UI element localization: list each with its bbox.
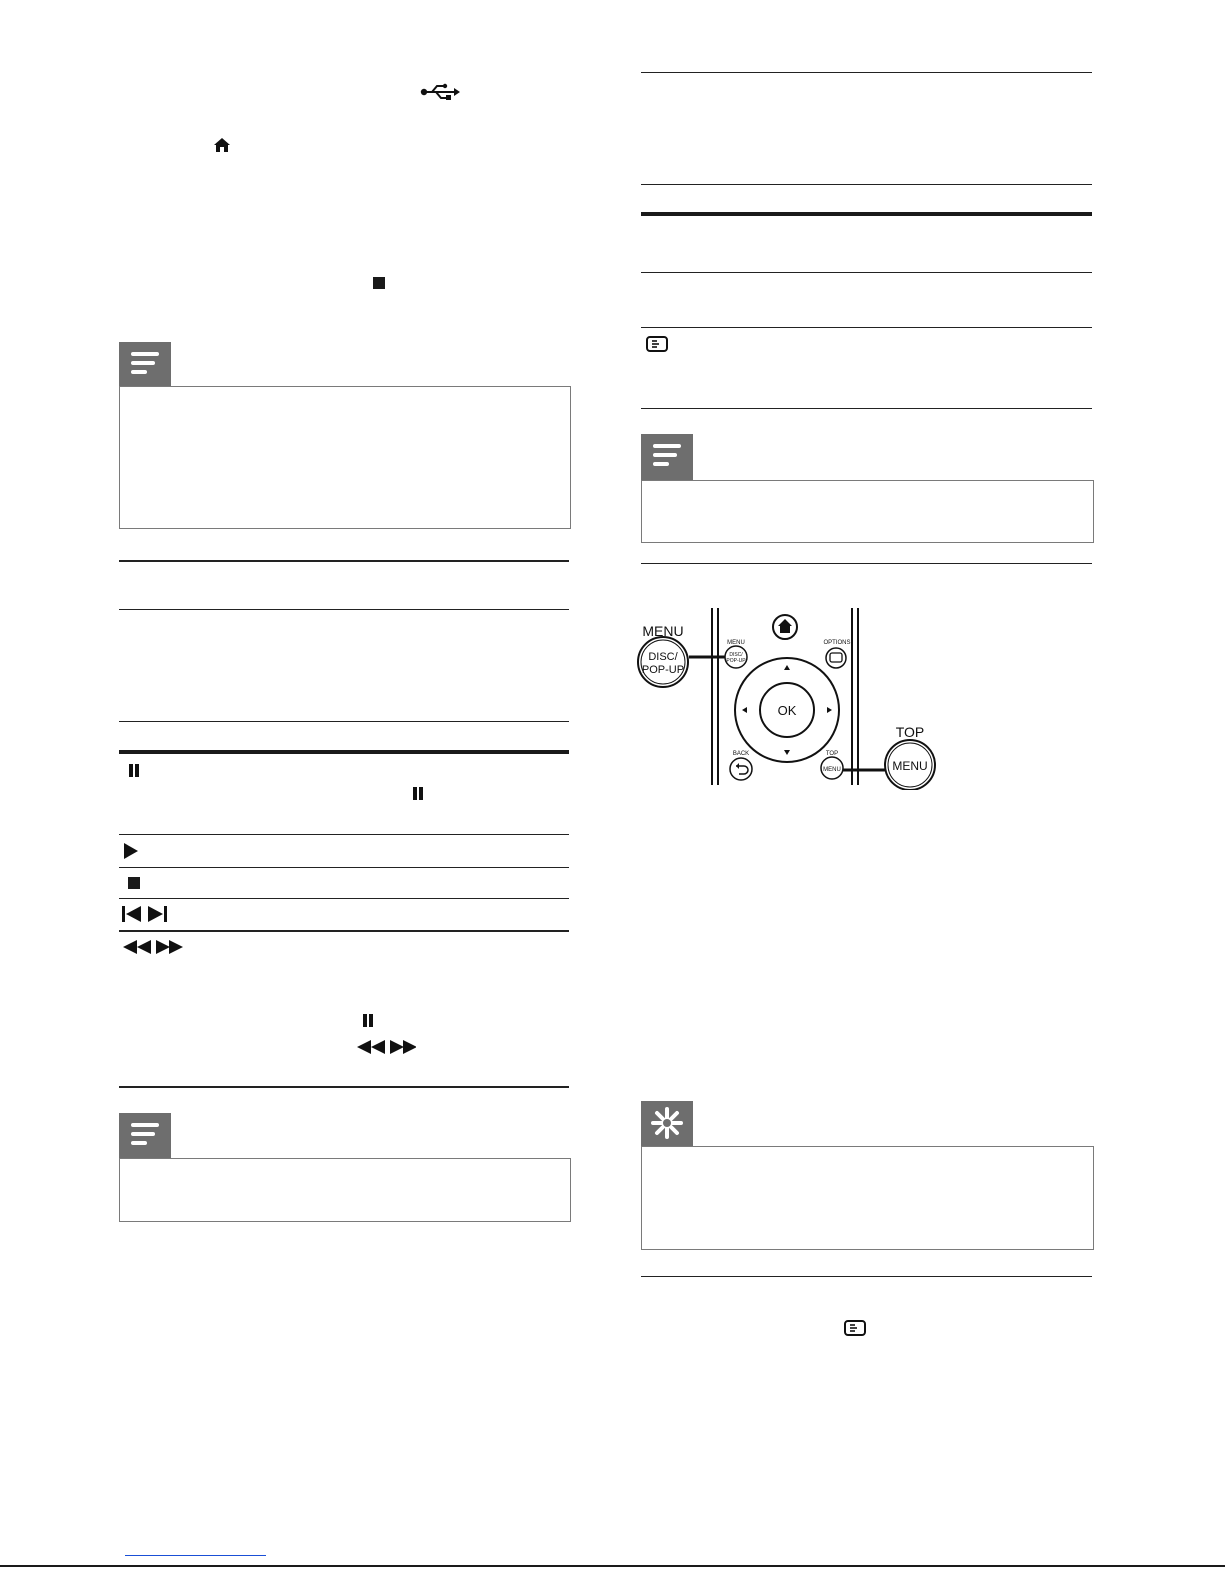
footer-link-underline[interactable] [125,1555,266,1556]
table-rule [119,721,569,722]
small-disc-line2: POP-UP [726,658,746,664]
disc-popup-line2: POP-UP [641,664,685,676]
table-rule [641,408,1092,409]
options-icon [844,1320,866,1336]
table-rule [641,272,1092,273]
options-label: OPTIONS [823,640,851,646]
rewind-fast-forward-icon [356,1040,416,1054]
table-rule [119,560,569,562]
table-rule [119,898,569,899]
menu-callout-label: MENU [642,623,684,639]
top-small-label: TOP [825,751,839,757]
table-rule [641,184,1092,185]
tip-box [641,1146,1094,1250]
note-icon [119,342,171,387]
disc-popup-line1: DISC/ [648,651,678,663]
table-rule [119,834,569,835]
table-rule [641,327,1092,328]
previous-next-icon [122,906,168,922]
note-box [119,386,571,529]
usb-icon [420,82,460,102]
play-icon [123,843,139,859]
table-header-rule [641,212,1092,216]
table-rule [119,609,569,610]
top-menu-big-label: MENU [892,759,928,773]
pause-icon [411,787,425,800]
note-icon [641,434,693,480]
table-rule [119,867,569,868]
pause-icon [361,1014,375,1027]
options-icon [646,336,668,352]
note-box [119,1158,571,1222]
rewind-fast-forward-icon [122,940,184,954]
home-icon [213,137,231,153]
top-small-menu: MENU [823,767,841,773]
small-disc-line1: DISC/ [729,652,743,658]
note-icon [119,1113,171,1159]
top-callout-label: TOP [895,724,925,740]
section-rule [641,1276,1092,1277]
table-rule [641,72,1092,73]
note-box [641,480,1094,543]
stop-icon [373,277,385,289]
stop-icon [128,877,140,889]
table-rule [119,930,569,932]
back-label: BACK [732,751,750,757]
table-header-rule [119,750,569,754]
table-rule [119,1086,569,1088]
remote-illustration [635,600,945,790]
section-rule [641,563,1092,564]
tip-icon [641,1101,693,1147]
ok-label: OK [777,703,797,718]
footer-rule [0,1565,1225,1567]
pause-icon [127,764,141,777]
small-menu-label: MENU [727,640,745,646]
